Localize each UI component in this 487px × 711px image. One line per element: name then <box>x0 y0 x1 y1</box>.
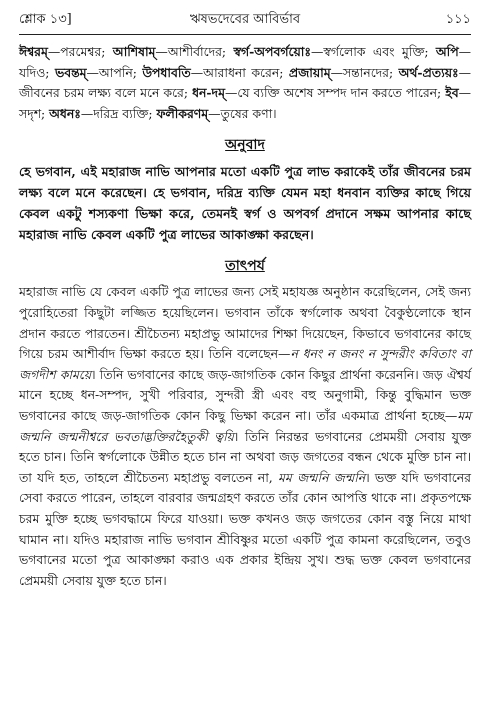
sanskrit-quote: মম জন্মনি জন্মনীশ্বরে ভবতাদ্ভক্তিরহৈতুকী ত্বয়ি <box>19 407 471 444</box>
verse-reference: শ্লোক ১৩] <box>19 12 72 27</box>
gloss-word: উপধাবতি <box>142 64 191 80</box>
chapter-title: ঋষভদেবের আবির্ভাব <box>189 12 301 27</box>
gloss-word: ধন-দম্ <box>192 85 225 101</box>
gloss-meaning: —আশীর্বাদের; <box>155 44 234 59</box>
translation-text: হে ভগবান, এই মহারাজ নাভি আপনার মতো একটি পুত্র লাভ করাকেই তাঁর জীবনের চরম লক্ষ্য বলে মনে করেছেন। হে ভগবান, দরিদ্র ব্যক্তি যেমন মহা ধনবান ব্যক্তির কাছে গিয়ে কেবল একটু শস্যকণা ভিক্ষা করে, তেমনই স্বর্গ ও অপবর্গ প্রদানে সক্ষম আপনার কাছে মহারাজ নাভি কেবল একটি পুত্র লাভের আকাঙ্ক্ষা করছেন। <box>19 164 471 243</box>
purport-text <box>19 282 471 591</box>
gloss-word: ইব <box>445 85 459 101</box>
gloss-meaning: —স্বর্গলোক এবং মুক্তি; <box>310 44 436 59</box>
gloss-meaning: —যে ব্যক্তি অশেষ সম্পদ দান করতে পারেন; <box>224 85 446 101</box>
gloss-word: অধনঃ <box>49 105 81 121</box>
gloss-meaning: —দরিদ্র ব্যক্তি; <box>80 105 157 121</box>
sanskrit-quote: ন ধনং ন জনং ন সুন্দরীং কবিতাং বা জগদীশ কাময়ে <box>19 346 471 382</box>
gloss-word: অর্থ-প্রত্যয়ঃ <box>398 64 459 80</box>
purport-sentence: । তিনি ভগবানের কাছে জড়-জাগতিক কোন কিছুর প্রার্থনা করেননি। জড় ঐশ্বর্য মানে হচ্ছে ধন-সম্পদ, সুখী পরিবার, সুন্দরী স্ত্রী এবং বহু অনুগামী, কিন্তু বুদ্ধিমান ভক্ত ভগবানের কাছে জড়-জাগতিক কোন কিছু ভিক্ষা করেন না। তাঁর একমাত্র প্রার্থনা হচ্ছে— <box>19 366 472 423</box>
gloss-word: স্বর্গ-অপবর্গয়োঃ <box>233 44 311 59</box>
gloss-word: ফলীকরণম্ <box>156 105 209 121</box>
running-header <box>19 10 471 35</box>
purport-sentence: মহারাজ নাভি যে কেবল একটি পুত্র লাভের জন্য সেই মহাযজ্ঞ অনুষ্ঠান করেছিলেন, সেই জন্য পুরোহিতেরা কিছুটা লজ্জিত হয়েছিলেন। ভগবান তাঁকে স্বর্গলোক অথবা বৈকুণ্ঠলোকে স্থান প্রদান করতে পারতেন। শ্রীচৈতন্য মহাপ্রভু আমাদের শিক্ষা দিয়েছেন, কিভাবে ভগবানের কাছে গিয়ে চরম আশীর্বাদ ভিক্ষা করতে হয়। তিনি বলেছেন— <box>19 284 471 362</box>
gloss-meaning: —যদিও; <box>19 44 471 80</box>
gloss-word: প্রজায়াম্ <box>288 64 331 80</box>
purport-sentence: । ভক্ত যদি ভগবানের সেবা করতে পারেন, তাহলে বারবার জন্মগ্রহণ করতে তাঁর কোন আপত্তি থাকে না। প্রকৃতপক্ষে চরম মুক্তি হচ্ছে ভগবদ্ধামে ফিরে যাওয়া। ভক্ত কখনও জড় জগতের কোন বস্তু নিয়ে মাথা ঘামান না। যদিও মহারাজ নাভি ভগবান শ্রীবিষ্ণুর মতো একটি পুত্র কামনা করেছিলেন, তবুও ভগবানের মতো পুত্র আকাঙ্ক্ষা করাও এক প্রকার ইন্দ্রিয় সুখ। শুদ্ধ ভক্ত কেবল ভগবানের প্রেমময়ী সেবায় যুক্ত হতে চান। <box>19 469 471 588</box>
gloss-word: আশিষাম্ <box>112 44 156 59</box>
sanskrit-quote: মম জন্মনি জন্মনি <box>278 469 366 485</box>
gloss-meaning: —সদৃশ; <box>19 85 471 121</box>
word-gloss <box>19 42 471 124</box>
purport-sentence: । তিনি নিরন্তর ভগবানের প্রেমময়ী সেবায় যুক্ত হতে চান। তিনি স্বর্গলোকে উন্নীত হতে চান না অথবা জড় জগতের বন্ধন থেকে মুক্তি চান না। তা যদি হত, তাহলে শ্রীচৈতন্য মহাপ্রভু বলতেন না, <box>19 428 471 485</box>
gloss-meaning: —সন্তানদের; <box>330 64 399 80</box>
page-number: ১১১ <box>445 12 471 27</box>
gloss-word: ভবন্তম্ <box>54 64 87 80</box>
gloss-meaning: —আরাধনা করেন; <box>190 64 289 80</box>
translation-heading: অনুবাদ <box>225 137 265 154</box>
book-page <box>19 10 471 591</box>
gloss-meaning: —আপনি; <box>86 64 143 80</box>
gloss-word: অপি <box>435 44 459 59</box>
gloss-word: ঈশ্বরম্ <box>19 44 48 59</box>
gloss-meaning: —পরমেশ্বর; <box>47 44 113 59</box>
purport-heading: তাৎপর্য <box>225 258 265 275</box>
gloss-meaning: —জীবনের চরম লক্ষ্য বলে মনে করে; <box>19 64 471 101</box>
gloss-meaning: —তুষের কণা। <box>208 105 277 121</box>
